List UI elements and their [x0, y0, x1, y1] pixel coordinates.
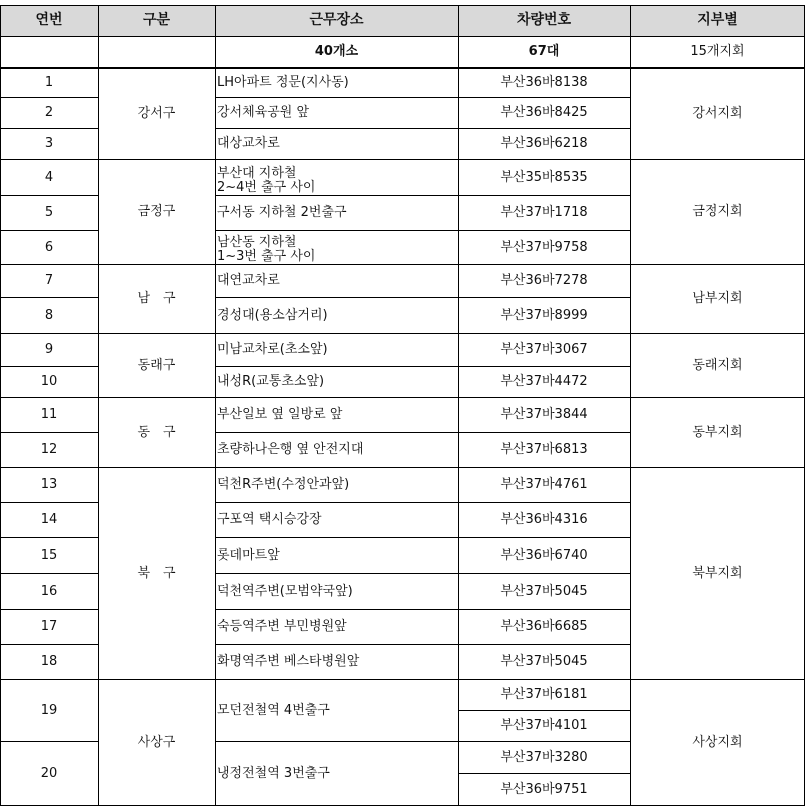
grid-line [0, 805, 805, 806]
grid-line [0, 97, 99, 98]
row-number: 10 [40, 374, 58, 389]
vehicle-number: 부산36바4316 [500, 512, 588, 527]
grid-line [0, 264, 805, 265]
vehicle-number: 부산37바1718 [500, 205, 588, 220]
grid-line [0, 537, 99, 538]
grid-line [0, 366, 99, 367]
grid-line [0, 5, 805, 6]
row-number: 15 [40, 547, 58, 563]
work-place: 덕천R주변(수정안과앞) [217, 477, 350, 492]
grid-line [215, 741, 631, 742]
grid-line [215, 230, 631, 231]
grid-line [0, 644, 99, 645]
grid-line [215, 297, 631, 298]
work-place: 대상교차로 [217, 136, 280, 151]
work-place: 경성대(용소삼거리) [217, 307, 328, 323]
summary-vehicle-count: 67대 [528, 44, 560, 59]
grid-line [215, 195, 631, 196]
grid-line [630, 5, 631, 806]
grid-line [458, 710, 631, 711]
work-place: 모던전철역 4번출구 [217, 702, 330, 718]
district-name: 동 구 [137, 424, 176, 440]
district-name: 강서구 [137, 105, 176, 121]
district-name: 북 구 [137, 565, 176, 581]
district-name: 금정구 [137, 204, 176, 219]
work-place: 숙등역주변 부민병원앞 [217, 619, 347, 634]
district-name: 동래구 [137, 357, 176, 373]
vehicle-number: 부산36바6685 [500, 619, 588, 634]
branch-name: 금정지회 [692, 204, 743, 219]
work-place: 롯데마트앞 [217, 547, 280, 563]
vehicle-number: 부산37바5045 [500, 654, 588, 669]
branch-name: 사상지회 [692, 734, 743, 750]
row-number: 14 [40, 512, 58, 527]
header-no: 연번 [0, 5, 98, 36]
grid-line [0, 5, 1, 806]
vehicle-number: 부산37바4472 [500, 374, 588, 389]
summary-branch-count: 15개지회 [690, 44, 745, 59]
vehicle-number: 부산37바4101 [500, 718, 588, 733]
row-number: 17 [40, 619, 58, 634]
grid-line [0, 230, 99, 231]
row-number: 4 [44, 169, 54, 185]
grid-line [0, 67, 805, 69]
vehicle-number: 부산37바6181 [500, 687, 588, 702]
vehicle-number: 부산37바9758 [500, 239, 588, 255]
vehicle-number: 부산35바8535 [500, 169, 588, 185]
vehicle-number: 부산37바5045 [500, 583, 588, 599]
row-number: 20 [40, 765, 58, 781]
work-place: 구서동 지하철 2번출구 [217, 205, 347, 220]
work-place: 부산일보 옆 일방로 앞 [217, 407, 343, 422]
header-place: 근무장소 [215, 5, 458, 36]
grid-line [0, 128, 99, 129]
grid-line [215, 609, 631, 610]
row-number: 13 [40, 477, 58, 492]
grid-line [215, 537, 631, 538]
header-district: 구분 [98, 5, 215, 36]
grid-line [0, 741, 99, 742]
vehicle-number: 부산37바3067 [500, 342, 588, 357]
header-vehicle: 차량번호 [458, 5, 630, 36]
grid-line [0, 36, 805, 37]
row-number: 1 [44, 74, 54, 90]
vehicle-number: 부산36바8138 [500, 74, 588, 90]
work-place: 부산대 지하철 2~4번 출구 사이 [217, 166, 316, 195]
work-place: 내성R(교통초소앞) [217, 374, 325, 389]
row-number: 7 [44, 273, 54, 288]
branch-name: 강서지회 [692, 105, 743, 121]
grid-line [0, 432, 99, 433]
grid-line [0, 573, 99, 574]
header-branch: 지부별 [630, 5, 805, 36]
row-number: 9 [44, 342, 54, 357]
grid-line [0, 297, 99, 298]
vehicle-number: 부산37바4761 [500, 477, 588, 492]
grid-line [215, 432, 631, 433]
work-place: 화명역주변 베스타병원앞 [217, 654, 360, 669]
work-place: 대연교차로 [217, 273, 280, 288]
grid-line [0, 609, 99, 610]
grid-line [0, 467, 805, 468]
grid-line [215, 5, 216, 806]
grid-line [215, 366, 631, 367]
row-number: 18 [40, 654, 58, 669]
row-number: 16 [40, 583, 58, 599]
vehicle-number: 부산37바3844 [500, 407, 588, 422]
vehicle-number: 부산37바8999 [500, 307, 588, 323]
vehicle-number: 부산37바6813 [500, 442, 588, 457]
row-number: 8 [44, 307, 54, 323]
branch-name: 동부지회 [692, 424, 743, 440]
row-number: 19 [40, 702, 58, 718]
work-place: 미남교차로(초소앞) [217, 342, 328, 357]
grid-line [0, 195, 99, 196]
vehicle-number: 부산36바8425 [500, 105, 588, 120]
work-place: 냉정전철역 3번출구 [217, 765, 330, 781]
grid-line [215, 573, 631, 574]
vehicle-number: 부산36바7278 [500, 273, 588, 288]
work-place: 남산동 지하철 1~3번 출구 사이 [217, 235, 316, 264]
branch-name: 남부지회 [692, 291, 743, 306]
vehicle-number: 부산37바3280 [500, 749, 588, 765]
vehicle-number: 부산36바6740 [500, 547, 588, 563]
work-place: 구포역 택시승강장 [217, 512, 322, 527]
district-name: 남 구 [137, 291, 176, 306]
grid-line [98, 5, 99, 806]
grid-line [0, 679, 805, 680]
work-place: LH아파트 정문(지사동) [217, 74, 349, 90]
row-number: 6 [44, 239, 54, 255]
grid-line [0, 333, 805, 334]
district-name: 사상구 [137, 734, 176, 750]
vehicle-number: 부산36바6218 [500, 136, 588, 151]
grid-line [0, 159, 805, 160]
row-number: 11 [40, 407, 58, 422]
work-place: 초량하나은행 옆 안전지대 [217, 442, 364, 457]
grid-line [0, 397, 805, 398]
grid-line [215, 644, 631, 645]
grid-line [458, 5, 459, 806]
row-number: 3 [44, 136, 54, 151]
grid-line [215, 502, 631, 503]
work-place: 덕천역주변(모범약국앞) [217, 583, 353, 599]
summary-place-count: 40개소 [314, 44, 359, 59]
vehicle-number: 부산36바9751 [500, 781, 588, 797]
branch-name: 동래지회 [692, 357, 743, 373]
row-number: 5 [44, 205, 54, 220]
grid-line [215, 97, 631, 98]
work-place: 강서체육공원 앞 [217, 105, 310, 120]
grid-line [215, 128, 631, 129]
row-number: 2 [44, 105, 54, 120]
row-number: 12 [40, 442, 58, 457]
grid-line [458, 773, 631, 774]
branch-name: 북부지회 [692, 565, 743, 581]
grid-line [0, 502, 99, 503]
